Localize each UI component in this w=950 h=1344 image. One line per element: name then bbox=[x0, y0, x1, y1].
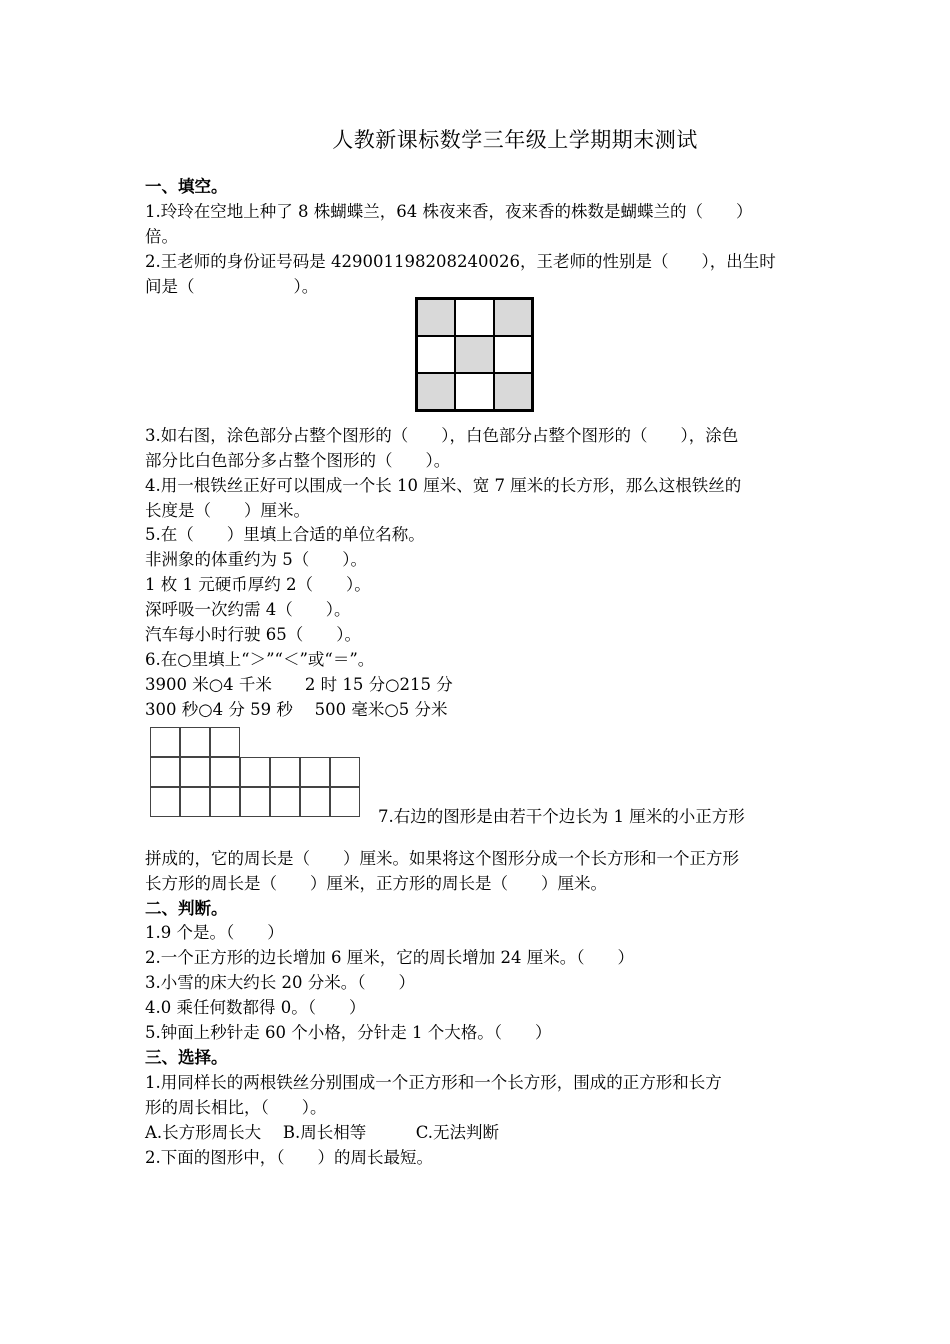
question-5-line-1: 5.在（ ）里填上合适的单位名称。 bbox=[145, 525, 425, 544]
judgement-1: 1.9 个是。（ ） bbox=[145, 923, 284, 942]
choice-1-line-1: 1.用同样长的两根铁丝分别围成一个正方形和一个长方形，围成的正方形和长方 bbox=[145, 1073, 722, 1092]
figure-square bbox=[150, 757, 180, 787]
figure-square bbox=[300, 787, 330, 817]
figure-square bbox=[240, 787, 270, 817]
choice-1-options: A.长方形周长大 B.周长相等 C.无法判断 bbox=[145, 1123, 500, 1142]
shaded-grid-figure bbox=[415, 297, 534, 412]
question-1-line-1: 1.玲玲在空地上种了 8 株蝴蝶兰，64 株夜来香，夜来香的株数是蝴蝶兰的（ ） bbox=[145, 202, 753, 221]
question-5-item-a: 非洲象的体重约为 5（ ）。 bbox=[145, 550, 367, 569]
figure-square bbox=[270, 787, 300, 817]
section-heading-multiple-choice: 三、选择。 bbox=[145, 1048, 228, 1067]
section-heading-fill-blank: 一、填空。 bbox=[145, 177, 228, 196]
figure-square bbox=[150, 727, 180, 757]
figure-square bbox=[300, 757, 330, 787]
question-4-line-2: 长度是（ ）厘米。 bbox=[145, 501, 310, 520]
figure-square bbox=[270, 757, 300, 787]
judgement-4: 4.0 乘任何数都得 0。（ ） bbox=[145, 998, 366, 1017]
grid-cell bbox=[494, 336, 532, 373]
question-7-line-1: 7.右边的图形是由若干个边长为 1 厘米的小正方形 bbox=[378, 807, 745, 826]
grid-cell-shaded bbox=[494, 299, 532, 336]
figure-square bbox=[330, 757, 360, 787]
question-5-item-d: 汽车每小时行驶 65（ ）。 bbox=[145, 625, 361, 644]
choice-2-line-1: 2.下面的图形中，（ ）的周长最短。 bbox=[145, 1148, 433, 1167]
staircase-squares-figure bbox=[150, 727, 366, 821]
figure-square bbox=[240, 757, 270, 787]
figure-square bbox=[330, 787, 360, 817]
figure-square bbox=[180, 787, 210, 817]
grid-cell-shaded bbox=[455, 336, 493, 373]
grid-cell-shaded bbox=[494, 373, 532, 410]
figure-square bbox=[210, 787, 240, 817]
choice-1-line-2: 形的周长相比，（ ）。 bbox=[145, 1098, 327, 1117]
page-title: 人教新课标数学三年级上学期期末测试 bbox=[332, 128, 698, 152]
grid-cell bbox=[455, 373, 493, 410]
grid-cell bbox=[417, 336, 455, 373]
question-5-item-b: 1 枚 1 元硬币厚约 2（ ）。 bbox=[145, 575, 371, 594]
figure-square bbox=[180, 727, 210, 757]
question-1-line-2: 倍。 bbox=[145, 227, 178, 246]
question-6-item-b: 300 秒○4 分 59 秒 500 毫米○5 分米 bbox=[145, 700, 448, 719]
judgement-2: 2.一个正方形的边长增加 6 厘米，它的周长增加 24 厘米。（ ） bbox=[145, 948, 634, 967]
question-6-item-a: 3900 米○4 千米 2 时 15 分○215 分 bbox=[145, 675, 453, 694]
judgement-5: 5.钟面上秒针走 60 个小格，分针走 1 个大格。（ ） bbox=[145, 1023, 552, 1042]
question-7-line-3: 长方形的周长是（ ）厘米，正方形的周长是（ ）厘米。 bbox=[145, 874, 607, 893]
figure-square bbox=[180, 757, 210, 787]
question-2-line-2: 间是（ ）。 bbox=[145, 277, 319, 296]
question-7-line-2: 拼成的，它的周长是（ ）厘米。如果将这个图形分成一个长方形和一个正方形 bbox=[145, 849, 739, 868]
question-6-line-1: 6.在○里填上“＞”“＜”或“＝”。 bbox=[145, 650, 375, 669]
question-3-line-1: 3.如右图，涂色部分占整个图形的（ ），白色部分占整个图形的（ ），涂色 bbox=[145, 426, 739, 445]
grid-cell-shaded bbox=[417, 299, 455, 336]
grid-cell-shaded bbox=[417, 373, 455, 410]
section-heading-true-false: 二、判断。 bbox=[145, 899, 228, 918]
question-5-item-c: 深呼吸一次约需 4（ ）。 bbox=[145, 600, 351, 619]
judgement-3: 3.小雪的床大约长 20 分米。（ ） bbox=[145, 973, 415, 992]
figure-square bbox=[210, 757, 240, 787]
question-4-line-1: 4.用一根铁丝正好可以围成一个长 10 厘米、宽 7 厘米的长方形，那么这根铁丝的 bbox=[145, 476, 742, 495]
grid-cell bbox=[455, 299, 493, 336]
figure-square bbox=[150, 787, 180, 817]
question-2-line-1: 2.王老师的身份证号码是 429001198208240026，王老师的性别是（ ），出生时 bbox=[145, 252, 776, 271]
figure-square bbox=[210, 727, 240, 757]
question-3-line-2: 部分比白色部分多占整个图形的（ ）。 bbox=[145, 451, 451, 470]
